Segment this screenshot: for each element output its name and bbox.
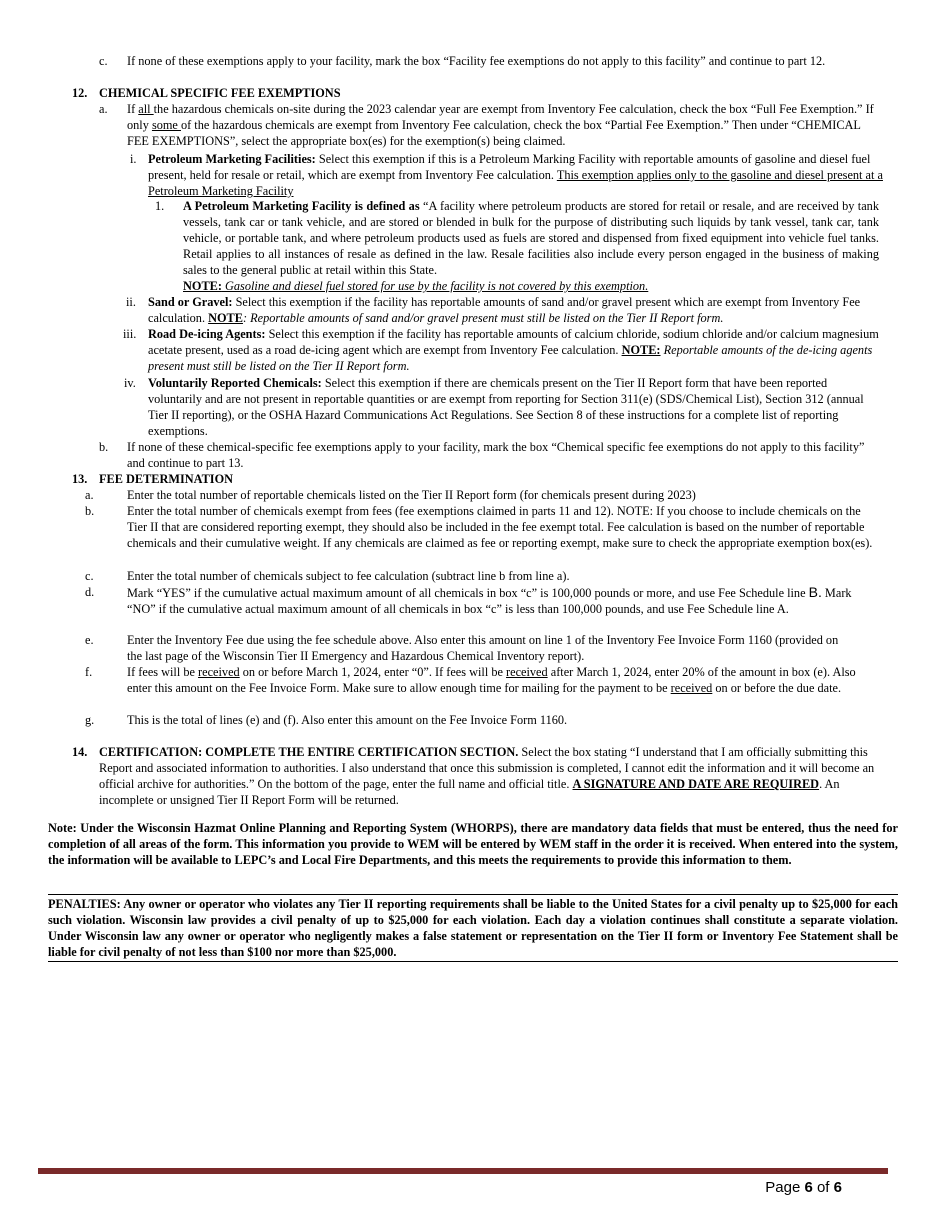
s14-text: CERTIFICATION: COMPLETE THE ENTIRE CERTIFICATION SECTION. Select the box stating “I understand that I am officially submitting this Report and associated information to authorities. I also understand that once this submission is completed, I cannot edit the information and it will become an official archive for authorities.” On the bottom of the page, enter the full name and official title. A SIGNATURE AND DATE ARE REQUIRED. An incomplete or unsigned Tier II Report Form will be returned. xyxy=(99,745,875,807)
item-marker: a. xyxy=(85,488,94,502)
section-13-number: 13. xyxy=(72,472,88,486)
penalties-text: PENALTIES: Any owner or operator who violates any Tier II reporting requirements shall be liable to the United States for a civil penalty up to $25,000 for each such violation. Wisconsin law provides a civil penalty of up to $25,000 for each violation. Each day a violation continues shall constitute a separate violation. Under Wisconsin law any owner or operator who negligently makes a false statement or representation on the Tier II form or Inventory Fee Statement shall be liable for civil penalty of not less than $100 nor more than $25,000. xyxy=(48,897,898,959)
c-top-text: If none of these exemptions apply to your facility, mark the box “Facility fee exemptions do not apply to this facility” and continue to part 12. xyxy=(127,54,826,68)
s12-iii-text: Road De-icing Agents: Select this exemption if the facility has reportable amounts of calcium chloride, sodium chloride and/or calcium magnesium acetate present, used as a road de-icing agent which are exempt from Inventory Fee calculation. NOTE: Reportable amounts of the de-icing agents present must still be listed on the Tier II Report form. xyxy=(148,327,879,373)
s13-b-text: Enter the total number of chemicals exempt from fees (fee exemptions claimed in parts 11 and 12). NOTE: If you choose to include chemicals on the Tier II that are considered reporting exempt, they should also be included in the fee exempt total. Fee calculation is based on the number of reportable chemicals and their cumulative weight. If any chemicals are claimed as fee or reporting exempt, make sure to check the appropriate exemption box(es). xyxy=(127,504,873,550)
s13-d-text: Mark “YES” if the cumulative actual maximum amount of all chemicals in box “c” is 100,000 pounds or more, and use Fee Schedule line B. Mark “NO” if the cumulative actual maximum amount of all chemicals in box “c” is less than 100,000 pounds, and use Fee Schedule line A. xyxy=(127,584,852,616)
footer-rule xyxy=(38,1168,888,1174)
item-marker: a. xyxy=(99,102,108,116)
item-marker: e. xyxy=(85,633,94,647)
item-marker: b. xyxy=(85,504,95,518)
item-marker: ii. xyxy=(126,295,136,309)
s13-e-text: Enter the Inventory Fee due using the fee schedule above. Also enter this amount on line 1 of the Inventory Fee Invoice Form 1160 (provided on the last page of the Wisconsin Tier II Emergency and Hazardous Chemical Inventory report). xyxy=(127,633,839,663)
item-marker: iv. xyxy=(124,376,136,390)
item-marker: d. xyxy=(85,585,95,599)
section-14-number: 14. xyxy=(72,745,88,759)
penalties-top-rule xyxy=(48,894,898,895)
s12-ii-text: Sand or Gravel: Select this exemption if the facility has reportable amounts of sand and/or gravel present which are exempt from Inventory Fee calculation. NOTE: Reportable amounts of sand and/or gravel present must still be listed on the Tier II Report form. xyxy=(148,295,861,325)
s13-c-text: Enter the total number of chemicals subject to fee calculation (subtract line b from line a). xyxy=(127,569,570,583)
s13-f-text: If fees will be received on or before March 1, 2024, enter “0”. If fees will be received after March 1, 2024, enter 20% of the amount in box (e). Also enter this amount on the Fee Invoice Form. Make sure to allow enough time for mailing for the payment to be received on or before the due date. xyxy=(127,665,856,695)
section-13-heading: FEE DETERMINATION xyxy=(99,472,234,486)
item-marker: c. xyxy=(99,54,108,68)
item-marker: f. xyxy=(85,665,93,679)
section-12-heading: CHEMICAL SPECIFIC FEE EXEMPTIONS xyxy=(99,86,341,100)
s12-iv-text: Voluntarily Reported Chemicals: Select this exemption if there are chemicals present on the Tier II Report form that have been reported voluntarily and are not present in reportable quantities or are exempt from reporting for Section 311(e) (SDS/Chemical List), Section 312 (annual Tier II reporting), or the OSHA Hazard Communications Act Regulations. See Section 8 of these instructions for a complete list of reporting exemptions. xyxy=(148,376,864,438)
s12-1-text: A Petroleum Marketing Facility is defined as “A facility where petroleum products are stored for retail or resale, and are received by tank vessels, tank car or tank vehicle, and are stored or blended in bulk for the purpose of distributing such liquids by tank vessel, tank car, tank vehicle, or portable tank, and where petroleum products used as fuels are stored and dispensed from fixed equipment into vehicle fuel tanks. Retail applies to all instances of resale as defined in the law. Resale facilities also include every person engaged in the business of making sales to the general public at retail within this State. xyxy=(183,199,879,277)
s12-a-text: If all the hazardous chemicals on-site during the 2023 calendar year are exempt from Inventory Fee calculation, check the box “Full Fee Exemption.” If only some of the hazardous chemicals are exempt from Inventory Fee calculation, check the box “Partial Fee Exemption.” Then under “CHEMICAL FEE EXEMPTIONS”, select the appropriate box(es) for the exemption(s) being claimed. xyxy=(127,102,874,148)
s12-i-text: Petroleum Marketing Facilities: Select this exemption if this is a Petroleum Marking Facility with reportable amounts of gasoline and diesel fuel present, held for resale or retail, which are exempt from Inventory Fee calculation. This exemption applies only to the gasoline and diesel present at a Petroleum Marketing Facility xyxy=(148,152,883,198)
whorps-note: Note: Under the Wisconsin Hazmat Online Planning and Reporting System (WHORPS), there are mandatory data fields that must be entered, thus the need for completion of all areas of the form. This information you provide to WEM will be entered by WEM staff in the order it is received. When entered into the system, the information will be available to LEPC’s and Local Fire Departments, and this meets the requirements to provide this information to them. xyxy=(48,821,898,867)
item-marker: g. xyxy=(85,713,95,727)
item-marker: b. xyxy=(99,440,109,454)
section-12-number: 12. xyxy=(72,86,88,100)
item-marker: 1. xyxy=(155,199,165,213)
s13-a-text: Enter the total number of reportable chemicals listed on the Tier II Report form (for chemicals present during 2023) xyxy=(127,488,696,502)
item-marker: c. xyxy=(85,569,94,583)
penalties-bottom-rule xyxy=(48,961,898,962)
s12-b-text: If none of these chemical-specific fee exemptions apply to your facility, mark the box “Chemical specific fee exemptions do not apply to this facility” and continue to part 13. xyxy=(127,440,865,470)
item-marker: iii. xyxy=(123,327,137,341)
item-marker: i. xyxy=(130,152,137,166)
s13-g-text: This is the total of lines (e) and (f). Also enter this amount on the Fee Invoice Form 1160. xyxy=(127,713,568,727)
page-number: Page 6 of 6 xyxy=(765,1179,842,1196)
s12-1-note: NOTE: Gasoline and diesel fuel stored for use by the facility is not covered by this exemption. xyxy=(183,279,649,293)
